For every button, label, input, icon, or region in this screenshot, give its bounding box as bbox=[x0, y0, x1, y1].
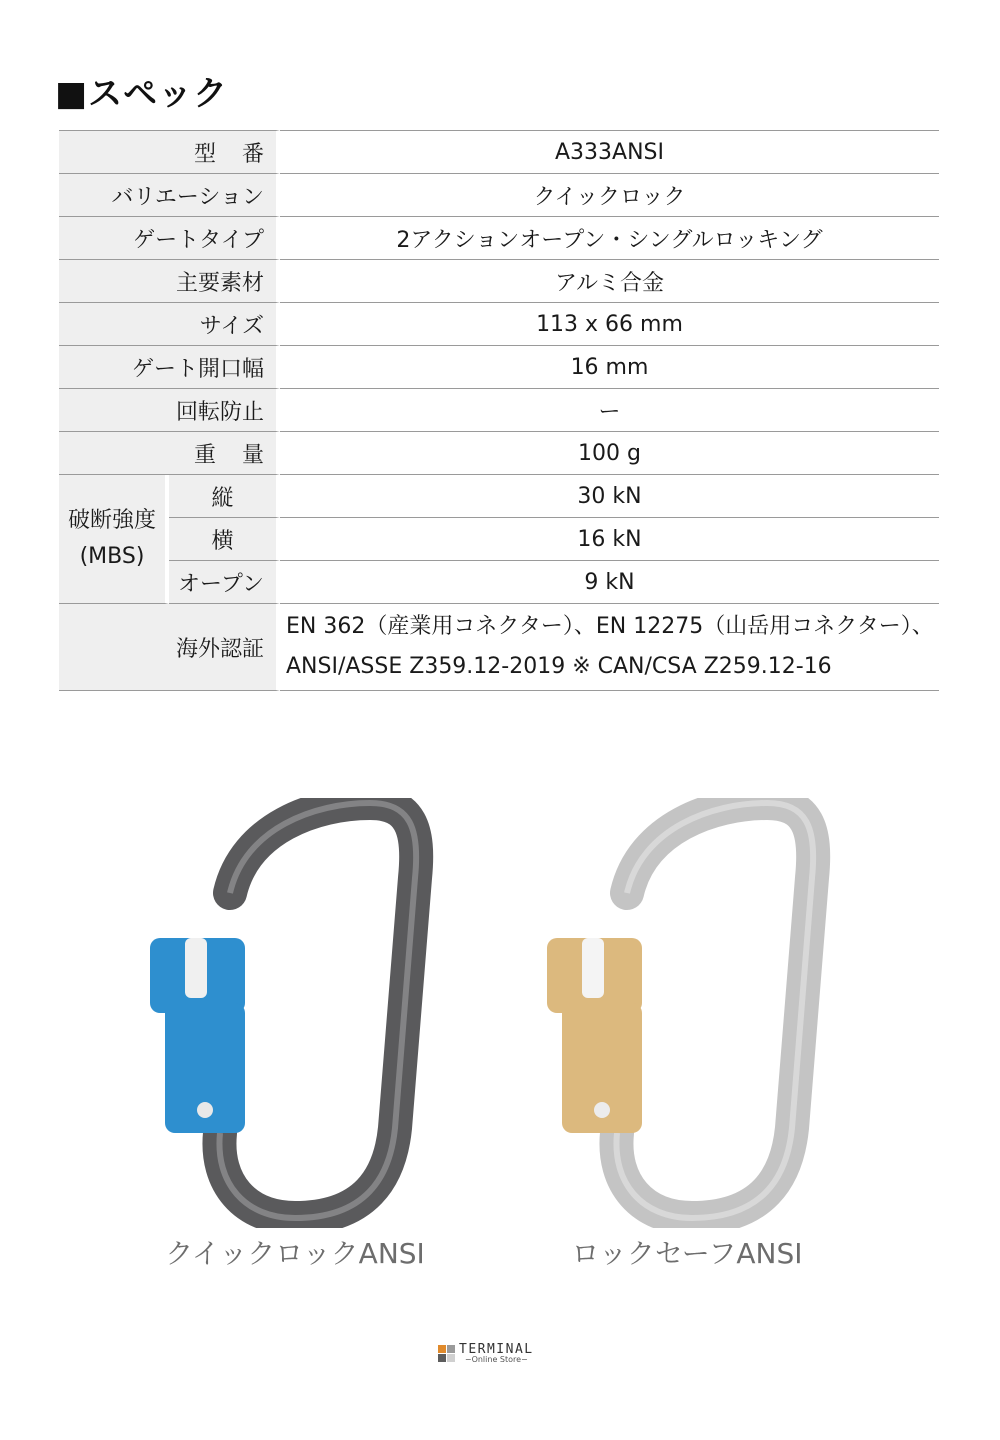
mbs-label-line2: (MBS) bbox=[79, 544, 145, 569]
row-value-major-axis: 30 kN bbox=[280, 475, 939, 518]
certification-line1: EN 362（産業用コネクター）、EN 12275（山岳用コネクター）、 bbox=[286, 614, 934, 639]
product-caption-quicklock: クイックロックANSI bbox=[165, 1237, 425, 1270]
table-row bbox=[59, 475, 939, 518]
row-label-major-axis: 縦 bbox=[169, 475, 280, 518]
row-label-certification: 海外認証 bbox=[59, 604, 280, 691]
carabiner-icon bbox=[532, 798, 872, 1228]
carabiner-quicklock-image bbox=[135, 798, 475, 1228]
row-label-weight: 重量 bbox=[193, 442, 290, 468]
table-row bbox=[59, 130, 939, 174]
table-row bbox=[59, 389, 939, 432]
certification-line2: ANSI/ASSE Z359.12-2019 ※ CAN/CSA Z259.12-16 bbox=[286, 654, 832, 679]
row-value-gate-opening: 16 mm bbox=[280, 346, 939, 389]
row-value-variation: クイックロック bbox=[280, 174, 939, 217]
logo-sub: −Online Store− bbox=[464, 1355, 528, 1364]
row-value-anti-rotation: ー bbox=[280, 389, 939, 432]
table-row bbox=[59, 260, 939, 303]
row-value-open-gate: 9 kN bbox=[280, 561, 939, 604]
product-caption-locksafe: ロックセーフANSI bbox=[571, 1237, 803, 1270]
row-label-anti-rotation: 回転防止 bbox=[59, 389, 280, 432]
table-row bbox=[59, 604, 939, 691]
carabiner-icon bbox=[135, 798, 475, 1228]
mbs-label-line1: 破断強度 bbox=[67, 508, 156, 533]
row-label-minor-axis: 横 bbox=[169, 518, 280, 561]
table-row bbox=[59, 303, 939, 346]
row-label-variation: バリエーション bbox=[59, 174, 280, 217]
row-label-model: 型番 bbox=[193, 141, 290, 167]
row-label-open-gate: オープン bbox=[169, 561, 280, 604]
row-label-material: 主要素材 bbox=[59, 260, 280, 303]
table-row bbox=[59, 518, 939, 561]
table-row bbox=[59, 561, 939, 604]
row-value-material: アルミ合金 bbox=[280, 260, 939, 303]
logo-blocks-icon bbox=[438, 1345, 455, 1362]
section-title: ■スペック bbox=[55, 74, 229, 114]
terminal-logo bbox=[438, 1343, 534, 1364]
row-value-weight: 100 g bbox=[280, 432, 939, 475]
row-value-model: A333ANSI bbox=[280, 130, 939, 174]
spec-table bbox=[59, 130, 939, 691]
row-value-gate-type: 2アクションオープン・シングルロッキング bbox=[280, 217, 939, 260]
row-value-size: 113 x 66 mm bbox=[280, 303, 939, 346]
logo-brand: TERMINAL bbox=[459, 1342, 534, 1357]
carabiner-locksafe-image bbox=[532, 798, 872, 1228]
table-row bbox=[59, 432, 939, 475]
row-value-minor-axis: 16 kN bbox=[280, 518, 939, 561]
row-value-certification bbox=[280, 604, 939, 691]
row-label-gate-type: ゲートタイプ bbox=[59, 217, 280, 260]
table-row bbox=[59, 217, 939, 260]
mbs-group-label bbox=[59, 475, 169, 604]
table-row bbox=[59, 346, 939, 389]
row-label-gate-opening: ゲート開口幅 bbox=[59, 346, 280, 389]
table-row bbox=[59, 174, 939, 217]
row-label-size: サイズ bbox=[59, 303, 280, 346]
